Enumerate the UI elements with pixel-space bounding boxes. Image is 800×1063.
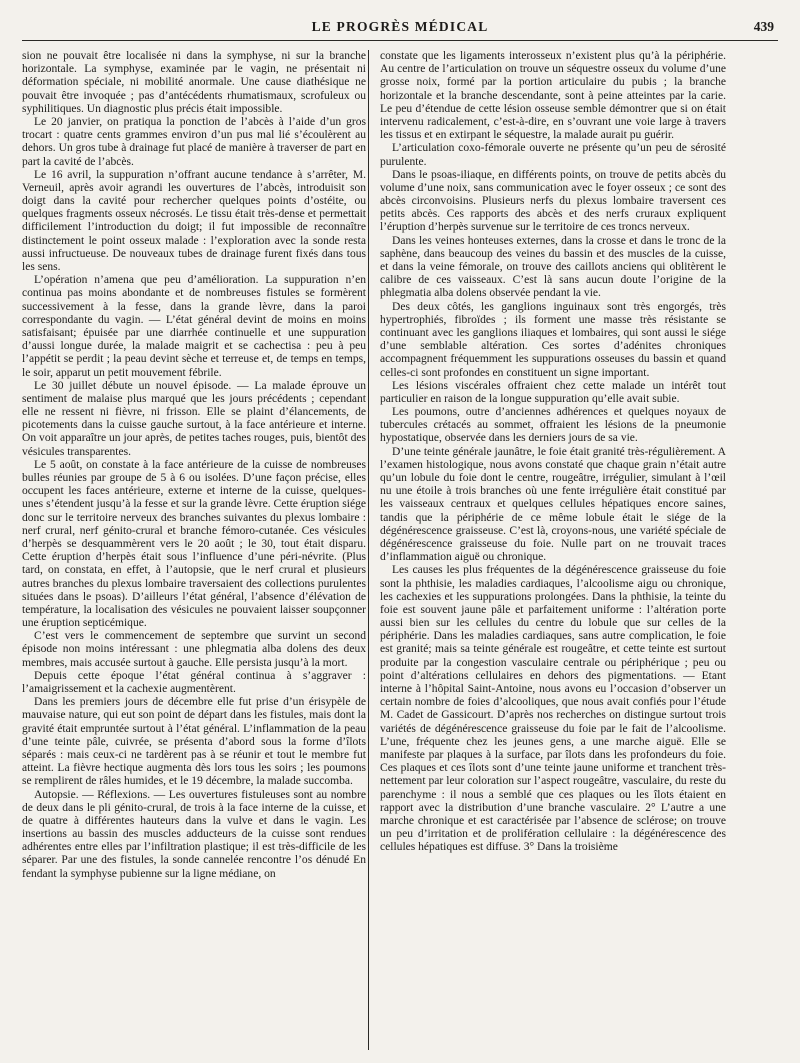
- right-column: [380, 50, 726, 854]
- left-column: [22, 50, 366, 881]
- paragraph: Les causes les plus fréquentes de la dégénérescence graisseuse du foie sont la phthisie, les maladies cardiaques, l’alcoolisme aigu ou chronique, les cachexies et les suppurations prolongées. Dans la phthisie, la teinte du foie est souvent jaune pâle et parfaitement uniforme : l’altération porte aussi bien sur les cellules du centre du lobule que sur celles de la périphérie. Dans les maladies cardiaques, sans autre complication, le foie est granité; mais sa teinte générale est rougeâtre, et cette teinte est surtout produite par la congestion vasculaire centrale ou périphérique ; peu ou point d’altérations cellulaires en dehors des pigmentations. — Etant interne à l’hôpital Saint-Antoine, nous avons eu l’occasion d’observer un certain nombre de foies d’alcooliques, que nous avait confiés pour l’étude M. Cadet de Gassicourt. D’après nos recherches on distingue surtout trois variétés de dégénérescence graisseuse du foie par le fait de l’alcoolisme. L’une, fréquente chez les jeunes gens, a une marche aiguë. Elle se manifeste par plaques à la surface, par îlots dans les profondeurs du foie. Ces plaques et ces îlots sont d’une teinte jaune uniforme et tranchent très-nettement par leur coloration sur l’aspect rougeâtre, vasculaire, du reste du parenchyme : il nous a semblé que ces plaques ou les îlots étaient en rapport avec la distribution d’une branche vasculaire. 2° L’autre a une marche chronique et est caractérisée par l’absence de sclérose; on trouve un peu d’irritation et de prolifération cellulaire : la dégénérescence des cellules hépatiques est diffuse. 3° Dans la troisième: [380, 564, 726, 854]
- paragraph: Dans le psoas-iliaque, en différents points, on trouve de petits abcès du volume d’une noix, sans communication avec le foyer osseux ; ce sont des abcès circonvoisins. Plusieurs nerfs du plexus lombaire traversent ces petits abcès. Ces rapports des abcès et des nerfs cruraux expliquent l’éruption d’herpès survenue sur le territoire de ces troncs nerveux.: [380, 168, 726, 234]
- paragraph: Le 30 juillet débute un nouvel épisode. — La malade éprouve un sentiment de malaise plus marqué que les jours précédents ; cependant elle ne ressent ni fièvre, ni frisson. Elle se plaint d’élancements, de picotements dans la cuisse gauche surtout, à la face antérieure et interne. On voit apparaître un jour après, de petites taches rouges, puis, bientôt des vésicules transparentes.: [22, 379, 366, 458]
- paragraph: Depuis cette époque l’état général continua à s’aggraver : l’amaigrissement et la cachexie augmentèrent.: [22, 669, 366, 695]
- paragraph: sion ne pouvait être localisée ni dans la symphyse, ni sur la branche horizontale. La symphyse, examinée par le vagin, ne présentait ni déformation spéciale, ni mobilité anormale. Une cause diathésique ne pouvait être invoquée ; pas d’antécédents rhumatismaux, scrofuleux ou syphilitiques. Un diagnostic plus précis était impossible.: [22, 50, 366, 115]
- paragraph: L’articulation coxo-fémorale ouverte ne présente qu’un peu de sérosité purulente.: [380, 142, 726, 168]
- paragraph: C’est vers le commencement de septembre que survint un second épisode non moins intéressant : une phlegmatia alba dolens des deux membres, mais accusée surtout à gauche. Elle persista jusqu’à la mort.: [22, 630, 366, 669]
- paragraph: Des deux côtés, les ganglions inguinaux sont très engorgés, très hypertrophiés, fibroïdes ; ils forment une masse très résistante se continuant avec les ganglions iliaques et lombaires, qui sont aussi le siége d’une semblable altération. Ces sortes d’adénites chroniques accompagnent fréquemment les suppurations osseuses du bassin et quand celles-ci sont profondes en constituent un signe important.: [380, 300, 726, 379]
- paragraph: L’opération n’amena que peu d’amélioration. La suppuration n’en continua pas moins abondante et de nombreuses fistules se formèrent successivement à la fesse, dans la grande lèvre, dans la paroi correspondante du vagin. — L’état général devint de moins en moins satisfaisant; épuisée par une diarrhée continuelle et une suppuration d’aussi longue durée, la malade maigrit et se cachectisa : peu à peu l’appétit se perdit ; la peau devint sèche et terreuse et, de temps en temps, le soir, apparut un petit mouvement fébrile.: [22, 274, 366, 379]
- paragraph: Le 5 août, on constate à la face antérieure de la cuisse de nombreuses bulles réunies par groupe de 5 à 6 ou isolées. D’une façon précise, elles occupent les faces antérieure, externe et interne de la cuisse, quelques-unes s’étendent jusqu’à la fesse et sur la grande lèvre. Cette éruption siége donc sur le territoire nerveux des branches suivantes du plexus lombaire : nerf crural, nerf génito-crural et branche fémoro-cutanée. Ces vésicules d’herpès se desquammèrent vers le 20 août ; le 30, tout était disparu. Cette éruption d’herpès était sous l’influence d’une péri-névrite. (Plus tard, on constata, en effet, à l’autopsie, que le nerf crural et plusieurs autres branches du plexus lombaire traversaient des collections purulentes situées dans le psoas). D’ailleurs l’état général, l’absence d’élévation de température, la localisation des vésicules ne pouvaient laisser soupçonner une éruption septicémique.: [22, 458, 366, 630]
- page-number: 439: [753, 19, 774, 34]
- running-header: [22, 18, 778, 41]
- paragraph: constate que les ligaments interosseux n’existent plus qu’à la périphérie. Au centre de l’articulation on trouve un séquestre osseux du volume d’une grosse noix, formé par la portion articulaire du pubis ; la branche horizontale et la branche descendante, sont à peine atteintes par la carie. Le peu d’étendue de cette lésion osseuse semble démontrer que si on était intervenu radicalement, c’est-à-dire, en s’ouvrant une voie large à travers les tissus et en extirpant le séquestre, la malade aurait pu guérir.: [380, 50, 726, 142]
- paragraph: Le 16 avril, la suppuration n’offrant aucune tendance à s’arrêter, M. Verneuil, après avoir agrandi les ouvertures de l’abcès, introduisit son doigt dans la cavité pour rechercher quelques points d’ostéite, ou quelques fragments osseux nécrosés. Le tissu était très-dense et permettait difficilement l’introduction du doigt; il fut impossible de reconnaître distinctement le point osseux malade : l’exploration avec la sonde resta aussi infructueuse. De nouveaux tubes de drainage furent fixés dans tous les sens.: [22, 168, 366, 273]
- paragraph: D’une teinte générale jaunâtre, le foie était granité très-régulièrement. A l’examen histologique, nous avons constaté que chaque grain n’était autre qu’un lobule du foie dont le centre, rougeâtre, irrégulier, simulant à l’œil nu une étoile à trois branches où une fente irrégulière était constitué par les vaisseaux centraux et quelques cellules hépatiques encore saines, tandis que la périphérie de ce même lobule était le siége de la dégénérescence graisseuse. C’est là, croyons-nous, une variété spéciale de dégénérescence graisseuse du foie. Nulle part on ne trouvait traces d’inflammation aiguë ou chronique.: [380, 445, 726, 564]
- paragraph: Le 20 janvier, on pratiqua la ponction de l’abcès à l’aide d’un gros trocart : quatre cents grammes environ d’un pus mal lié s’écoulèrent au dehors. Un gros tube à drainage fut placé de manière à traverser de part en part la cavité de l’abcès.: [22, 115, 366, 168]
- paragraph: Dans les premiers jours de décembre elle fut prise d’un érisypèle de mauvaise nature, qui eut son point de départ dans les fistules, mais dont la gravité était empruntée surtout à l’état général. L’inflammation de la peau d’une teinte pâle, cuivrée, se présenta d’abord sous la forme d’îlots séparés : mais ceux-ci ne tardèrent pas à se réunir et tout le membre fut atteint. La fièvre hectique augmenta dès lors tous les soirs ; les poumons se remplirent de râles humides, et le 19 décembre, la malade succomba.: [22, 696, 366, 788]
- paragraph: Dans les veines honteuses externes, dans la crosse et dans le tronc de la saphène, dans beaucoup des veines du bassin et des muscles de la cuisse, et dans la veine fémorale, on trouve des caillots anciens qui oblitèrent le calibre de ces vaisseaux. C’est là sans aucun doute l’origine de la phlegmatia alba dolens observée pendant la vie.: [380, 234, 726, 300]
- paragraph: Les lésions viscérales offraient chez cette malade un intérêt tout particulier en raison de la longue suppuration qu’elle avait subie.: [380, 379, 726, 405]
- column-divider: [368, 50, 369, 1050]
- journal-title: LE PROGRÈS MÉDICAL: [311, 19, 489, 34]
- paragraph-autopsie: Autopsie. — Réflexions. — Les ouvertures fistuleuses sont au nombre de deux dans le pli génito-crural, de trois à la face interne de la cuisse, et de quatre à différentes hauteurs dans la vulve et dans le vagin. Les insertions au bassin des muscles adducteurs de la cuisse sont rendues adhérentes entre elles par l’infiltration plastique; il est très-difficile de les séparer. Par une des fistules, la sonde cannelée rencontre l’os dénudé En fendant la symphyse pubienne sur la ligne médiane, on: [22, 788, 366, 880]
- paragraph: Les poumons, outre d’anciennes adhérences et quelques noyaux de tubercules crétacés au sommet, offraient les lésions de la pneumonie hypostatique, observée dans les derniers jours de sa vie.: [380, 406, 726, 445]
